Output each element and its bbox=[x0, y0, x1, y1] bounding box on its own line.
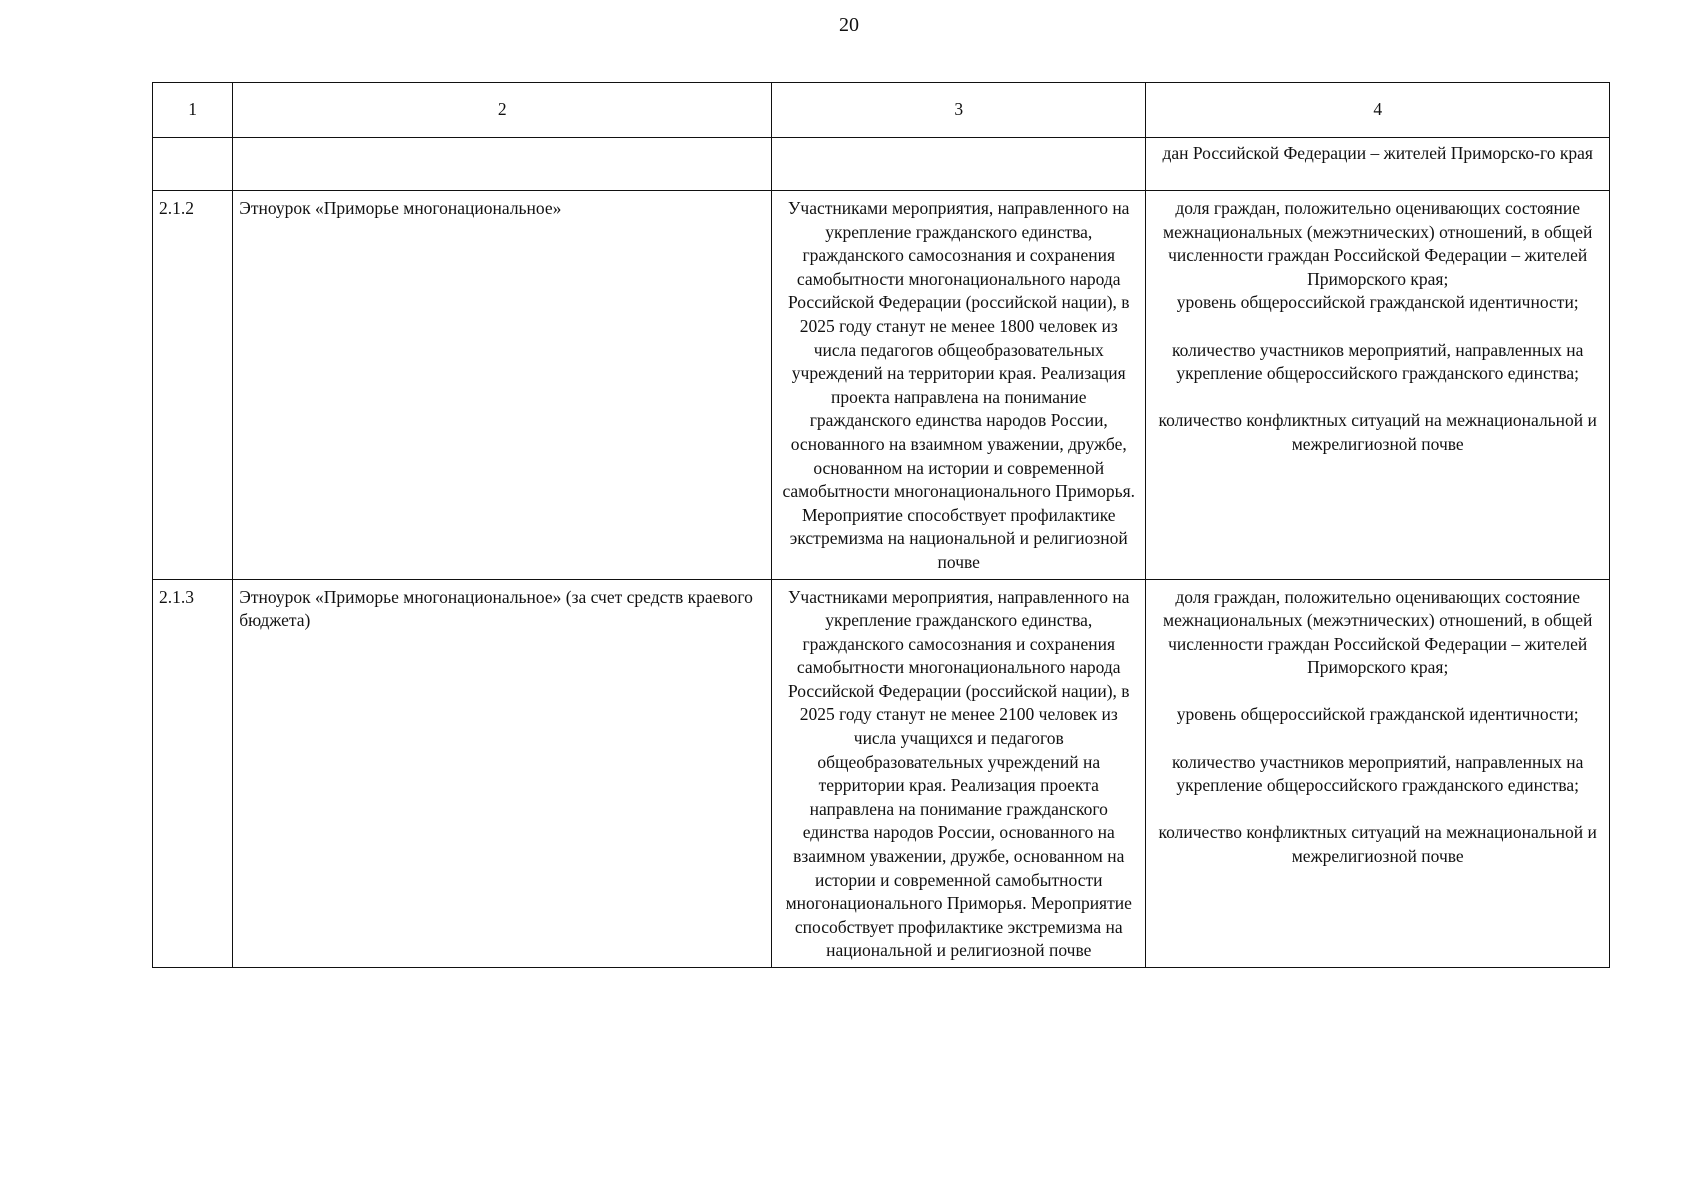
continuation-desc-cell bbox=[772, 138, 1146, 191]
program-table bbox=[152, 82, 1610, 968]
continuation-indicator-cell: дан Российской Федерации – жителей Приморско-го края bbox=[1146, 138, 1610, 191]
event-name: Этноурок «Приморье многонациональное» (за счет средств краевого бюджета) bbox=[233, 579, 772, 968]
indicator-item: количество конфликтных ситуаций на межнациональной и межрелигиозной почве bbox=[1158, 410, 1597, 454]
header-col-1: 1 bbox=[153, 83, 233, 138]
continuation-name-cell bbox=[233, 138, 772, 191]
indicator-item: количество участников мероприятий, направленных на укрепление общероссийского гражданского единства; bbox=[1171, 339, 1584, 384]
table-row bbox=[153, 191, 1610, 580]
indicator-item: уровень общероссийской гражданской идентичности; bbox=[1176, 704, 1579, 725]
indicator-item: уровень общероссийской гражданской идентичности; bbox=[1176, 292, 1579, 313]
header-col-2: 2 bbox=[233, 83, 772, 138]
event-description: Участниками мероприятия, направленного на укрепление гражданского единства, гражданского самосознания и сохранения самобытности многонационального народа Российской Федерации (российской нации), в 2025 году станут не менее 2100 человек из числа учащихся и педагогов общеобразовательных учреждений на территории края. Реализация проекта направлена на понимание гражданского единства народов России, основанного на взаимном уважении, дружбе, основанном на истории и современной самобытности многонационального Приморья. Мероприятие способствует профилактике экстремизма на национальной и религиозной почве bbox=[772, 579, 1146, 968]
header-row bbox=[153, 83, 1610, 138]
continuation-row bbox=[153, 138, 1610, 191]
indicator-item: количество конфликтных ситуаций на межнациональной и межрелигиозной почве bbox=[1158, 822, 1597, 867]
indicators-cell bbox=[1146, 579, 1610, 968]
event-description: Участниками мероприятия, направленного на укрепление гражданского единства, гражданского самосознания и сохранения самобытности многонационального народа Российской Федерации (российской нации), в 2025 году станут не менее 1800 человек из числа педагогов общеобразовательных учреждений на территории края. Реализация проекта направлена на понимание гражданского единства народов России, основанного на взаимном уважении, дружбе, основанном на истории и современной самобытности многонационального Приморья. Мероприятие способствует профилактике экстремизма на национальной и религиозной почве bbox=[772, 191, 1146, 580]
row-number: 2.1.3 bbox=[153, 579, 233, 968]
event-name: Этноурок «Приморье многонациональное» bbox=[233, 191, 772, 580]
continuation-num-cell bbox=[153, 138, 233, 191]
indicator-item: доля граждан, положительно оценивающих состояние межнациональных (межэтнических) отношений, в общей численности граждан Российской Федерации – жителей Приморского края; bbox=[1163, 198, 1593, 289]
indicators-cell bbox=[1146, 191, 1610, 580]
header-col-3: 3 bbox=[772, 83, 1146, 138]
indicator-item: количество участников мероприятий, направленных на укрепление общероссийского гражданского единства; bbox=[1171, 751, 1584, 796]
header-col-4: 4 bbox=[1146, 83, 1610, 138]
page-number: 20 bbox=[839, 14, 859, 36]
table-row bbox=[153, 579, 1610, 968]
indicator-item: доля граждан, положительно оценивающих состояние межнациональных (межэтнических) отношений, в общей численности граждан Российской Федерации – жителей Приморского края; bbox=[1163, 586, 1593, 678]
row-number: 2.1.2 bbox=[153, 191, 233, 580]
